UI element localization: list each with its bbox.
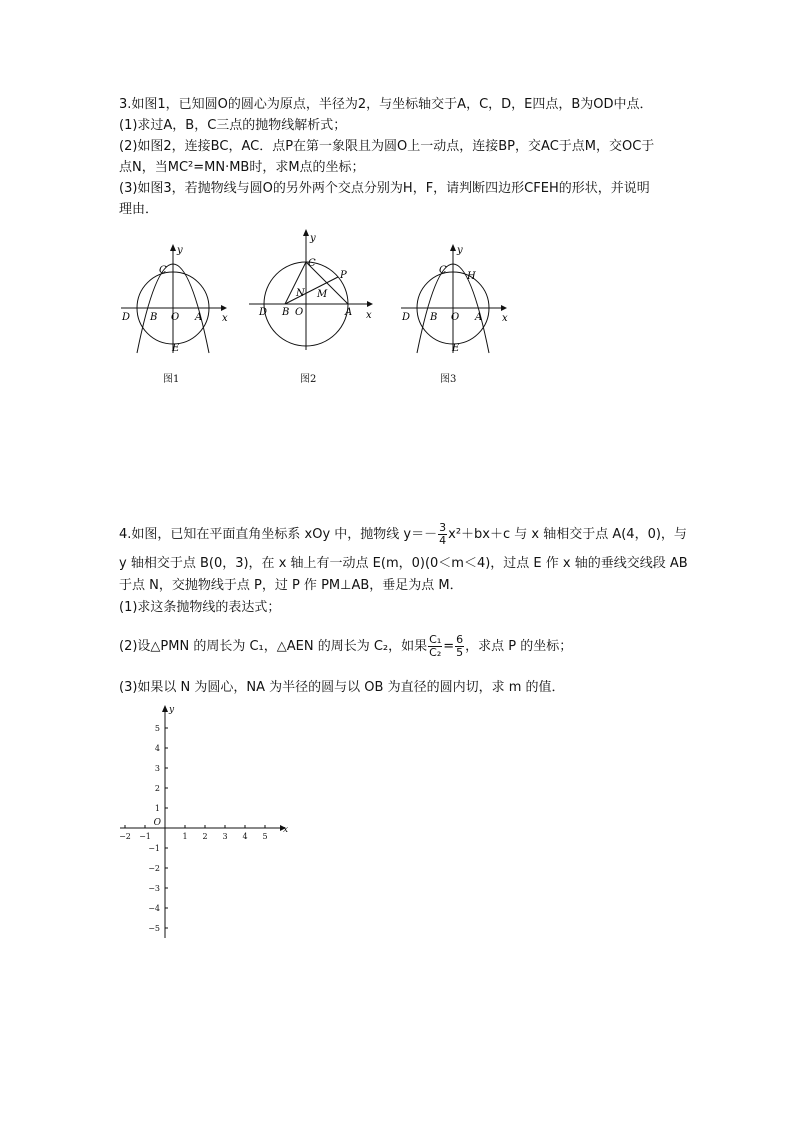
q4-r-den: 5: [456, 646, 464, 659]
grid-y-tick-label: −4: [148, 904, 160, 913]
q4-part-1: (1)求这条抛物线的表达式；: [119, 600, 281, 615]
grid-y-tick-label: −3: [148, 884, 160, 893]
fig3-label-y: y: [457, 245, 463, 256]
q4-fraction-c1-c2: [428, 634, 442, 659]
q3-line-5: (3)如图3，若抛物线与圆O的另外两个交点分别为H，F，请判断四边形CFEH的形状，并说明: [119, 181, 650, 196]
fig2-caption: 图2: [300, 374, 317, 385]
grid-y-tick-label: −1: [148, 844, 160, 853]
fig2-label-D: D: [259, 307, 268, 318]
q4-frac-num: 3: [439, 521, 447, 534]
grid-x-tick-label: −1: [139, 832, 151, 841]
q4-line-1: [119, 520, 687, 550]
fig2-label-N: N: [296, 288, 305, 299]
fig2-label-y: y: [310, 233, 316, 244]
grid-y-axis-label: y: [169, 705, 175, 715]
q4-part-3: (3)如果以 N 为圆心，NA 为半径的圆与以 OB 为直径的圆内切，求 m 的值．: [119, 680, 565, 695]
q4-line-3: 于点 N，交抛物线于点 P，过 P 作 PM⊥AB，垂足为点 M．: [119, 578, 463, 593]
grid-y-tick-label: 1: [154, 804, 160, 813]
fig1-label-A: A: [195, 312, 203, 323]
fig1-label-y: y: [177, 245, 183, 256]
grid-x-tick-label: −2: [119, 832, 131, 841]
q4-equals: =: [443, 639, 455, 654]
grid-y-tick-label: 2: [154, 784, 160, 793]
q4-line-2: y 轴相交于点 B(0，3)，在 x 轴上有一动点 E(m，0)(0＜m＜4)，过点 E 作 x 轴的垂线交线段 AB: [119, 556, 688, 571]
q3-line-4: 点N，当MC²=MN·MB时，求M点的坐标；: [119, 160, 365, 175]
q4-part-2: [119, 632, 572, 662]
grid-y-tick-label: 3: [154, 764, 160, 773]
fig1-label-E: E: [172, 343, 180, 354]
fig3-label-H: H: [467, 271, 476, 282]
q4-c-num: C₁: [429, 633, 442, 646]
fig3-label-D: D: [402, 312, 411, 323]
fig2-segment-BP: [285, 277, 338, 304]
q4-fraction-6-5: [455, 634, 464, 659]
fig3-label-O: O: [451, 312, 460, 323]
fig2-label-B: B: [282, 307, 290, 318]
grid-x-tick-label: 2: [202, 832, 208, 841]
fig1-label-D: D: [122, 312, 131, 323]
fig3-caption: 图3: [440, 374, 457, 385]
fig1-caption: 图1: [163, 374, 180, 385]
fig3-label-B: B: [430, 312, 438, 323]
q3-line-1: 3.如图1，已知圆O的圆心为原点，半径为2，与坐标轴交于A，C，D，E四点，B为OD中点．: [119, 97, 653, 112]
fig2-label-x: x: [366, 310, 372, 321]
grid-x-tick-label: 1: [182, 832, 188, 841]
fig1-label-C: C: [159, 265, 167, 276]
grid-y-tick-label: 5: [154, 724, 160, 733]
fig3-label-C: C: [439, 265, 447, 276]
q3-line-3: (2)如图2，连接BC，AC．点P在第一象限且为圆O上一动点，连接BP，交AC于点M，交OC于: [119, 139, 655, 154]
fig3-label-A: A: [475, 312, 483, 323]
fig2-label-A: A: [345, 307, 353, 318]
q4-c-den: C₂: [429, 646, 442, 659]
q4-line-1-post: x²＋bx＋c 与 x 轴相交于点 A(4，0)，与: [448, 527, 687, 542]
coordinate-grid: [115, 700, 300, 945]
fig2-label-M: M: [317, 289, 328, 300]
grid-origin-label: O: [153, 818, 161, 828]
fig3-label-E: E: [452, 343, 460, 354]
q4-part-2-post: ，求点 P 的坐标；: [465, 639, 573, 654]
grid-y-tick-label: −2: [148, 864, 160, 873]
figure-1: [115, 235, 235, 360]
grid-x-tick-label: 5: [262, 832, 268, 841]
fig2-label-C: C: [308, 258, 316, 269]
grid-x-tick-label: 3: [222, 832, 228, 841]
fig2-label-P: P: [340, 270, 347, 281]
fig1-label-O: O: [171, 312, 180, 323]
fig1-label-B: B: [150, 312, 158, 323]
q4-line-1-pre: 4.如图，已知在平面直角坐标系 xOy 中，抛物线 y＝－: [119, 527, 438, 542]
q3-line-2: (1)求过A，B，C三点的抛物线解析式；: [119, 118, 347, 133]
fig3-label-x: x: [502, 313, 508, 324]
q4-frac-den: 4: [439, 534, 447, 547]
q3-line-6: 理由．: [119, 202, 159, 217]
q4-part-2-pre: (2)设△PMN 的周长为 C₁，△AEN 的周长为 C₂，如果: [119, 639, 428, 654]
grid-x-tick-label: 4: [242, 832, 248, 841]
grid-x-axis-label: x: [283, 825, 289, 835]
grid-y-tick-label: −5: [148, 924, 160, 933]
fig2-label-O: O: [295, 307, 304, 318]
q4-fraction-3-4: [438, 522, 447, 547]
figure-2: [245, 222, 385, 362]
fig1-label-x: x: [222, 313, 228, 324]
q4-r-num: 6: [456, 633, 464, 646]
figure-3: [395, 235, 515, 360]
grid-y-tick-label: 4: [154, 744, 160, 753]
grid-y-arrow: [162, 705, 168, 712]
